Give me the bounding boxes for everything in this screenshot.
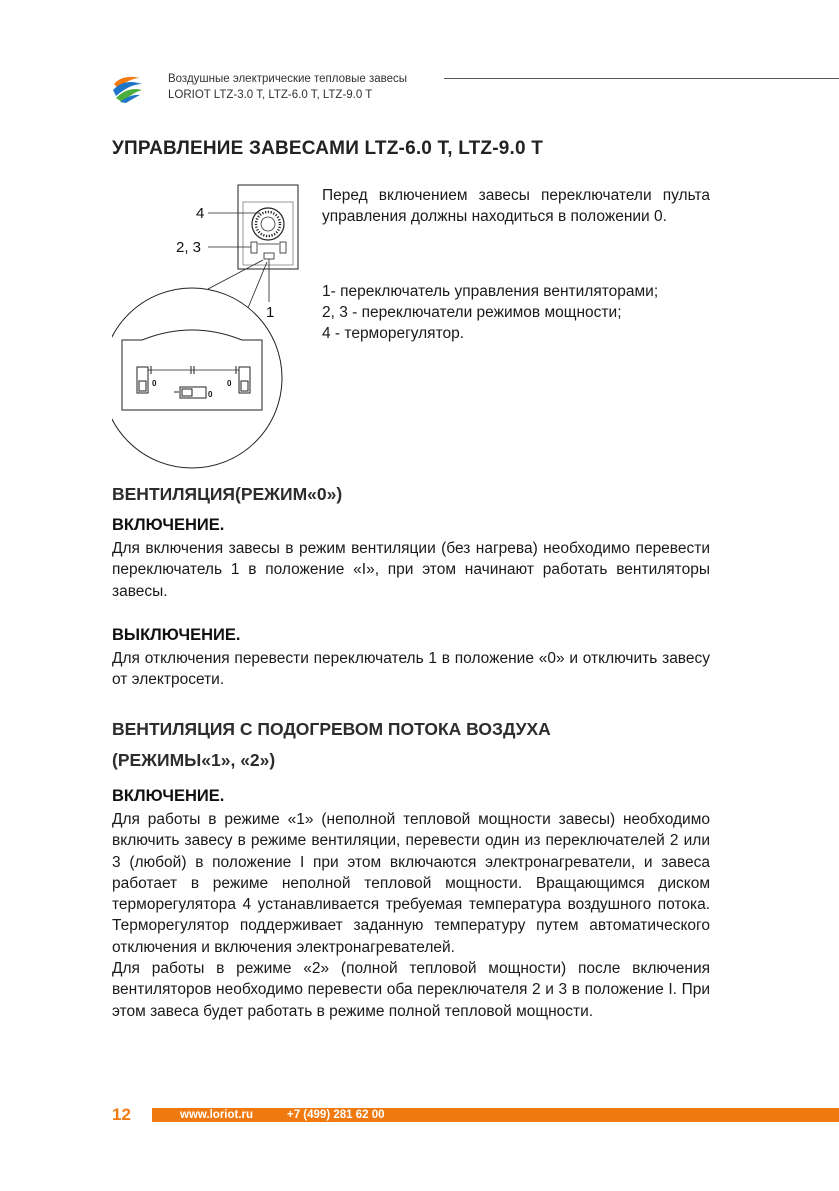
intro-paragraph: Перед включением завесы переключатели пульта управления должны находиться в положении 0.: [322, 187, 710, 225]
header-title: Воздушные электрические тепловые завесы: [168, 73, 408, 85]
ventilation-off-text: [112, 648, 710, 691]
footer-website-link[interactable]: www.loriot.ru: [180, 1109, 254, 1121]
section-heating-title-line2: (РЕЖИМЫ«1», «2»): [112, 750, 276, 770]
header-divider: [444, 78, 839, 79]
heating-on-text: [112, 809, 710, 1022]
diagram-legend: [322, 281, 710, 344]
switch-1-icon: [264, 253, 274, 259]
intro-text: [322, 185, 710, 227]
heating-mode2-paragraph: Для работы в режиме «2» (полной тепловой мощности) после включения вентиляторов необходимо перевести оба переключателя 2 и 3 в положение I. При этом завеса будет работать в режиме полной тепловой мощности.: [112, 960, 710, 1020]
page-footer: [0, 1100, 839, 1130]
section-ventilation-title: ВЕНТИЛЯЦИЯ(РЕЖИМ«0»): [112, 484, 343, 504]
ventilation-on-heading: ВКЛЮЧЕНИЕ.: [112, 516, 225, 534]
label-left-0: 0: [152, 379, 157, 388]
heating-mode1-paragraph: Для работы в режиме «1» (неполной тепловой мощности завесы) необходимо включить завесу в режиме вентиляции, перевести один из переключателей 2 или 3 (любой) в положение I при этом включаются электронагреватели, и завеса работает в режиме неполной тепловой мощности. Вращающимся диском терморегулятора 4 устанавливается требуемая температура воздушного потока. Терморегулятор поддерживает заданную температуру путем автоматического отключения и включения электронагревателей.: [112, 811, 710, 956]
loriot-logo-icon: [110, 72, 144, 104]
section-heating-title-line1: ВЕНТИЛЯЦИЯ С ПОДОГРЕВОМ ПОТОКА ВОЗДУХА: [112, 719, 551, 739]
callout-label-4: 4: [196, 205, 205, 222]
heating-on-heading: ВКЛЮЧЕНИЕ.: [112, 787, 225, 805]
page-title: УПРАВЛЕНИЕ ЗАВЕСАМИ LTZ-6.0 T, LTZ-9.0 T: [112, 138, 544, 159]
ventilation-off-heading: ВЫКЛЮЧЕНИЕ.: [112, 626, 241, 644]
switch-2-icon: [251, 242, 257, 253]
legend-item-2: 2, 3 - переключатели режимов мощности;: [322, 304, 622, 321]
label-center-0: 0: [208, 390, 213, 399]
legend-item-1: 1- переключатель управления вентиляторами;: [322, 283, 659, 300]
switch-3-icon: [280, 242, 286, 253]
footer-phone: +7 (499) 281 62 00: [287, 1109, 385, 1121]
legend-item-3: 4 - терморегулятор.: [322, 325, 465, 342]
label-right-0: 0: [227, 379, 232, 388]
callout-label-1: 1: [266, 304, 275, 321]
ventilation-off-paragraph: Для отключения перевести переключатель 1 в положение «0» и отключить завесу от электросети.: [112, 650, 710, 689]
header-models: LORIOT LTZ-3.0 T, LTZ-6.0 T, LTZ-9.0 T: [168, 89, 373, 101]
ventilation-on-paragraph: Для включения завесы в режим вентиляции (без нагрева) необходимо перевести переключатель 1 в положение «I», при этом начинают работать вентиляторы завесы.: [112, 540, 710, 600]
page-header: [110, 70, 839, 110]
page-number: 12: [112, 1105, 131, 1124]
control-panel-diagram: [112, 180, 312, 475]
footer-bar: [152, 1108, 839, 1122]
ventilation-on-text: [112, 538, 710, 602]
callout-label-2-3: 2, 3: [176, 239, 202, 256]
